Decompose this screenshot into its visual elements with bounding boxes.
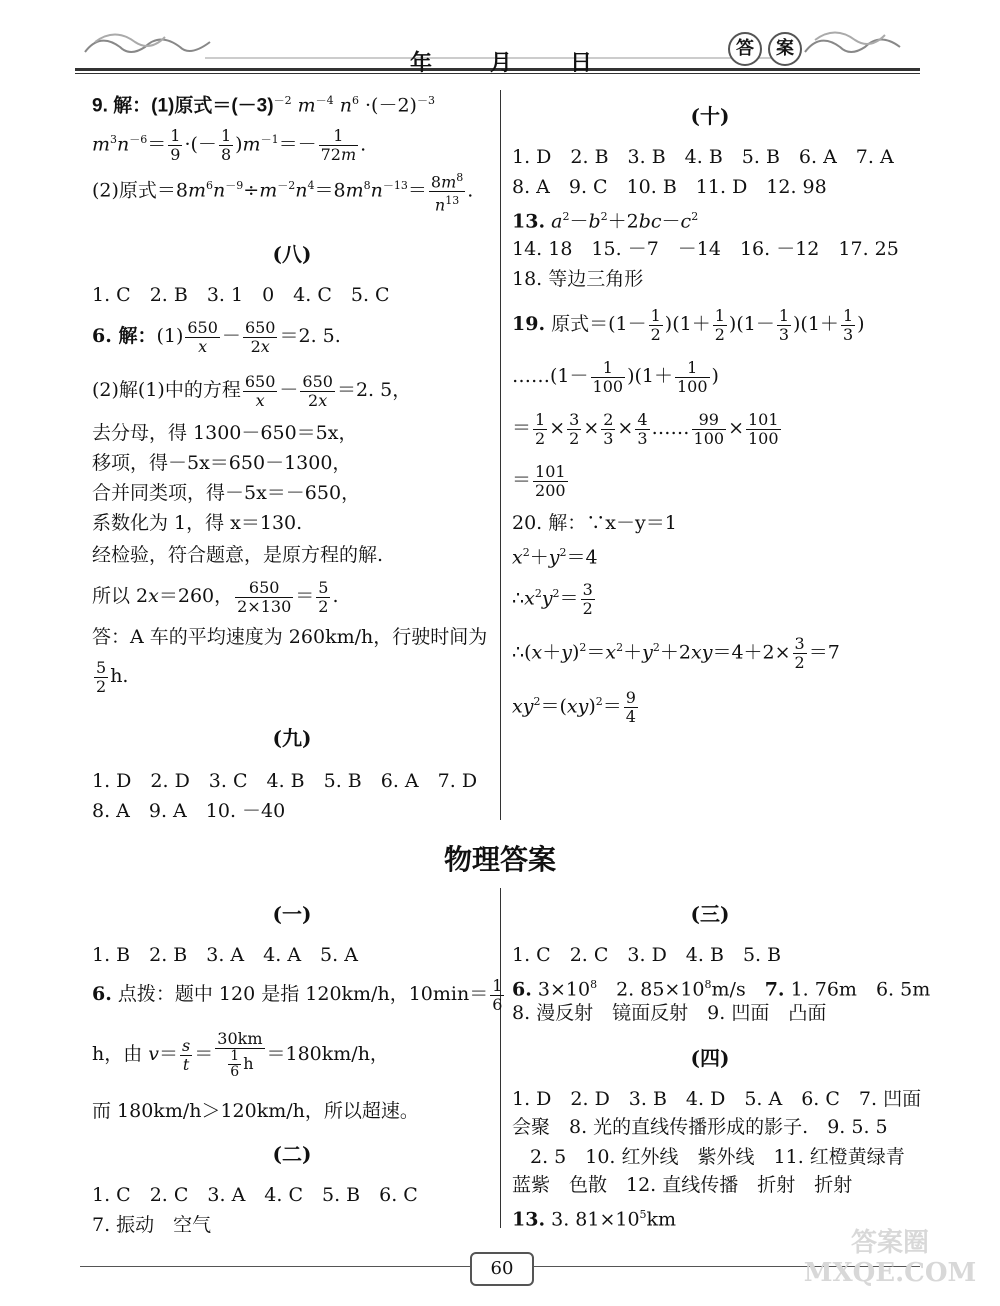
q9-line1: 9. 解：(1)原式$=(-3)^{-2}$ $m^{-4}$ $n^6 \cdot(-2)^{-3}$ [92, 94, 435, 117]
phys1-line1: 1. B 2. B 3. A 4. A 5. A [92, 944, 358, 966]
page-number [470, 1252, 534, 1286]
phys4-line3: 2. 5 10. 红外线 紫外线 11. 红橙黄绿青 [530, 1146, 905, 1168]
sec10-line14: $xy^2=(xy)^2=$ $\frac{9}{4}$ [512, 687, 636, 726]
sec9-line1: 1. D 2. D 3. C 4. B 5. B 6. A 7. D [92, 770, 478, 792]
sec10-line11: $x^2+y^2=4$ [512, 546, 598, 569]
sec8-line11: $\frac{5}{2}$ h. [96, 657, 129, 696]
sec10-line2: 8. A 9. C 10. B 11. D 12. 98 [512, 176, 827, 198]
phys4-line4: 蓝紫 色散 12. 直线传播 折射 折射 [512, 1174, 853, 1196]
phys4-line5: 13. 3. $81\times 10^5km$ [512, 1208, 677, 1231]
column-divider-top [500, 90, 501, 820]
sec8-line1: 1. C 2. B 3. 1 0 4. C 5. C [92, 284, 390, 306]
physics-title: 物理答案 [443, 843, 556, 876]
sec10-line5: 18. 等边三角形 [512, 268, 644, 290]
section-9-title: (九) [272, 726, 312, 750]
sec10-line10: 20. 解：∵x－y＝1 [512, 512, 677, 534]
physics-section-4-title: (四) [690, 1046, 730, 1070]
phys2-line1: 1. C 2. C 3. A 4. C 5. B 6. C [92, 1184, 418, 1206]
sec9-line2: 8. A 9. A 10. －40 [92, 800, 286, 822]
phys3-line3: 8. 漫反射 镜面反射 9. 凹面 凸面 [512, 1002, 827, 1024]
sec10-line12: $\therefore x^2y^2=$ $\frac{3}{2}$ [512, 579, 593, 618]
sec8-line7: 系数化为 1，得 x＝130. [92, 512, 303, 534]
section-10-title: (十) [690, 104, 730, 128]
sec8-line6: 合并同类项，得－5x＝－650， [92, 482, 361, 504]
sec8-line3: (2)解(1)中的方程 $\frac{650}{x}$ － $\frac{650}{2x}$ ＝2. 5， [92, 371, 412, 410]
phys1-line4: 而 180km/h＞120km/h，所以超速。 [92, 1100, 419, 1122]
sec10-line3: 13. $a^2-b^2+2bc-c^2$ [512, 210, 699, 233]
sec10-line13: $\therefore(x+y)^2=x^2+y^2+2xy=4+2\times$ $\frac{3}{2}$ ＝7 [512, 633, 840, 672]
sec8-line10: 答：A 车的平均速度为 260km/h，行驶时间为 [92, 626, 488, 648]
sec8-line4: 去分母，得 1300－650＝5x， [92, 422, 358, 444]
phys1-line2: 6. 点拨：题中 120 是指 120km/h，10min＝ $\frac{1}{6}$ [92, 975, 503, 1014]
sec8-line5: 移项，得－5x＝650－1300， [92, 452, 352, 474]
phys2-line2: 7. 振动 空气 [92, 1214, 212, 1236]
phys4-line1: 1. D 2. D 3. B 4. D 5. A 6. C 7. 凹面 [512, 1088, 922, 1110]
sec8-line2: 6. 解：(1) $\frac{650}{x}$ － $\frac{650}{2x}$ ＝2. 5. [92, 317, 341, 356]
physics-section-2-title: (二) [272, 1142, 312, 1166]
watermark: 答案圈 MXQE.COM [803, 1228, 977, 1288]
physics-section-3-title: (三) [690, 902, 730, 926]
q9-line3: (2)原式$=8m^6n^{-9}\div m^{-2}n^4=8m^8n^{-13}=$ $\frac{8m^8}{n^{13}}$ . [92, 170, 474, 215]
phys3-line1: 1. C 2. C 3. D 4. B 5. B [512, 944, 782, 966]
sec10-line7: ……(1－ $\frac{1}{100}$ )(1＋ $\frac{1}{100}$ ) [512, 357, 719, 396]
phys1-line3: h，由 v＝ $\frac{s}{t}$ ＝ 30km $\frac{1}{6}$ h ＝180km/h， [92, 1029, 389, 1080]
badge-char-1: 答 [728, 32, 762, 66]
sec10-line8: ＝ $\frac{1}{2}$ × $\frac{3}{2}$ × $\frac{2}{3}$ × $\frac{4}{3}$ …… $\frac{99}{100}$ × $\frac{101}{100}$ [512, 409, 779, 448]
phys4-line2: 会聚 8. 光的直线传播形成的影子. 9. 5. 5 [512, 1116, 888, 1138]
sec10-line6: 19. 原式＝(1－ $\frac{1}{2}$ )(1＋ $\frac{1}{2}$ )(1－ $\frac{1}{3}$ )(1＋ $\frac{1}{3}$ ) [512, 305, 865, 344]
sec10-line9: ＝ $\frac{101}{200}$ [512, 461, 566, 500]
badge-char-2: 案 [768, 32, 802, 66]
phys3-line2: 6. $3\times 10^8$ 2. $85\times 10^8m/s$ 7. 1. 76m 6. 5m [512, 978, 931, 1001]
answer-badge [728, 32, 802, 66]
section-8-title: (八) [272, 242, 312, 266]
date-label: 年 月 日 [410, 50, 611, 76]
column-divider-bottom [500, 888, 501, 1228]
sec8-line8: 经检验，符合题意，是原方程的解. [92, 544, 384, 566]
sec10-line1: 1. D 2. B 3. B 4. B 5. B 6. A 7. A [512, 146, 894, 168]
sec8-line9: 所以 2x＝260， $\frac{650}{2\times 130}$ ＝ $\frac{5}{2}$ . [92, 577, 339, 616]
page-number-text: 60 [490, 1258, 514, 1279]
physics-section-1-title: (一) [272, 902, 312, 926]
sec10-line4: 14. 18 15. －7 －14 16. －12 17. 25 [512, 238, 899, 260]
q9-line2: $m^3n^{-6}=$ $\frac{1}{9}$ ·(－ $\frac{1}{8}$ )$m^{-1}=-$ $\frac{1}{72m}$ . [92, 125, 367, 164]
